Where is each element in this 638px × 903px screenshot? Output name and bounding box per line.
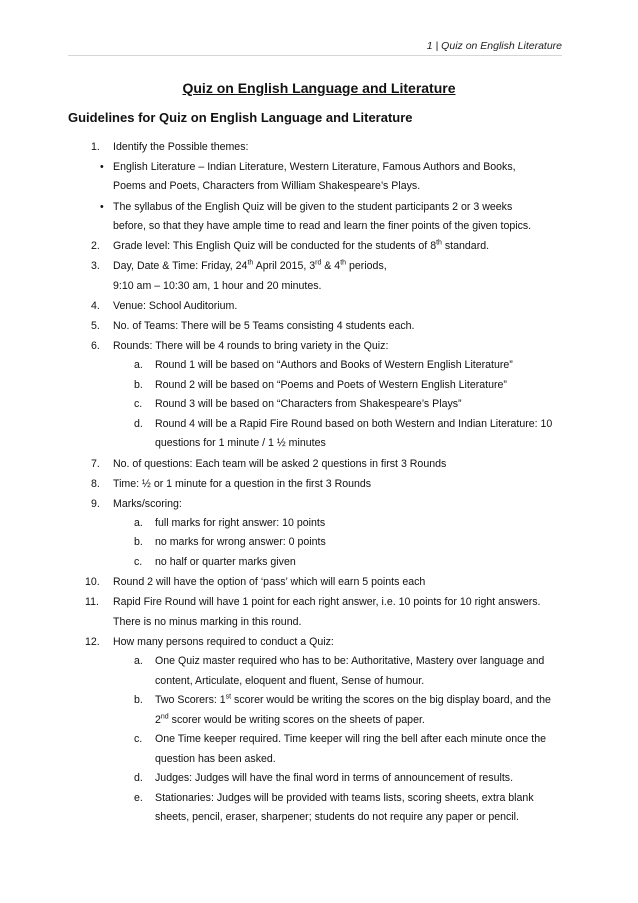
sub-item: d. Round 4 will be a Rapid Fire Round based on both Western and Indian Literature: 10 questions for 1 minute / 1 ½ minutes bbox=[134, 417, 553, 449]
bullet-item: • English Literature – Indian Literature, Western Literature, Famous Authors and Books, Poems and Poets, Characters from William Shakespeare’s Plays. bbox=[68, 158, 562, 196]
sub-item: c. One Time keeper required. Time keeper will ring the bell after each minute once the question has been asked. bbox=[134, 733, 546, 765]
document-title: Quiz on English Language and Literature bbox=[182, 80, 456, 96]
list-item: 4. Venue: School Auditorium. bbox=[91, 300, 238, 312]
list-item: 9. Marks/scoring: bbox=[91, 497, 182, 510]
bullet-icon: • bbox=[100, 201, 104, 213]
guidelines-list bbox=[68, 137, 562, 828]
sub-item: a. Round 1 will be based on “Authors and Books of Western English Literature” bbox=[134, 359, 513, 371]
list-item: 11. Rapid Fire Round will have 1 point for each right answer, i.e. 10 points for 10 right answers. There is no minus marking in this round. bbox=[85, 596, 541, 628]
page-header: 1 | Quiz on English Literature bbox=[68, 40, 562, 56]
list-item: 2. Grade level: This English Quiz will be conducted for the students of 8th standard. bbox=[91, 239, 490, 252]
sub-item: b. Two Scorers: 1st scorer would be writing the scores on the big display board, and the 2nd scorer would be writing scores on the sheets of paper. bbox=[134, 693, 551, 726]
list-item: 8. Time: ½ or 1 minute for a question in the first 3 Rounds bbox=[91, 477, 372, 490]
list-item: 12. How many persons required to conduct a Quiz: bbox=[85, 636, 334, 648]
sub-item: c. no half or quarter marks given bbox=[134, 555, 296, 568]
sub-item: b. Round 2 will be based on “Poems and Poets of Western English Literature” bbox=[134, 378, 507, 391]
sub-item: c. Round 3 will be based on “Characters from Shakespeare’s Plays” bbox=[134, 398, 462, 410]
bullet-item: • The syllabus of the English Quiz will be given to the student participants 2 or 3 weeks before, so that they have ample time to read and learn the finer points of the given topics. bbox=[68, 198, 562, 236]
sub-item: e. Stationaries: Judges will be provided with teams lists, scoring sheets, extra blank sheets, pencil, eraser, sharpener; students do not require any paper or pencil. bbox=[134, 791, 534, 823]
list-item: 6. Rounds: There will be 4 rounds to bring variety in the Quiz: bbox=[91, 340, 389, 352]
list-item: 10. Round 2 will have the option of ‘pass’ which will earn 5 points each bbox=[85, 576, 426, 588]
sub-item: d. Judges: Judges will have the final word in terms of announcement of results. bbox=[134, 772, 514, 784]
section-heading: Guidelines for Quiz on English Language and Literature bbox=[68, 110, 413, 125]
list-item: 1. Identify the Possible themes: bbox=[91, 141, 249, 153]
list-item: 5. No. of Teams: There will be 5 Teams consisting 4 students each. bbox=[91, 320, 415, 332]
sub-item: b. no marks for wrong answer: 0 points bbox=[134, 536, 326, 548]
bullet-icon: • bbox=[100, 161, 104, 173]
sub-item: a. full marks for right answer: 10 points bbox=[134, 516, 326, 529]
sub-item: a. One Quiz master required who has to be: Authoritative, Mastery over language and content, Articulate, eloquent and fluent, Sense of humour. bbox=[134, 655, 545, 687]
list-item: 7. No. of questions: Each team will be asked 2 questions in first 3 Rounds bbox=[91, 457, 447, 470]
list-item: 3. Day, Date & Time: Friday, 24th April 2015, 3rd & 4th periods, 9:10 am – 10:30 am, 1 hour and 20 minutes. bbox=[91, 259, 387, 292]
